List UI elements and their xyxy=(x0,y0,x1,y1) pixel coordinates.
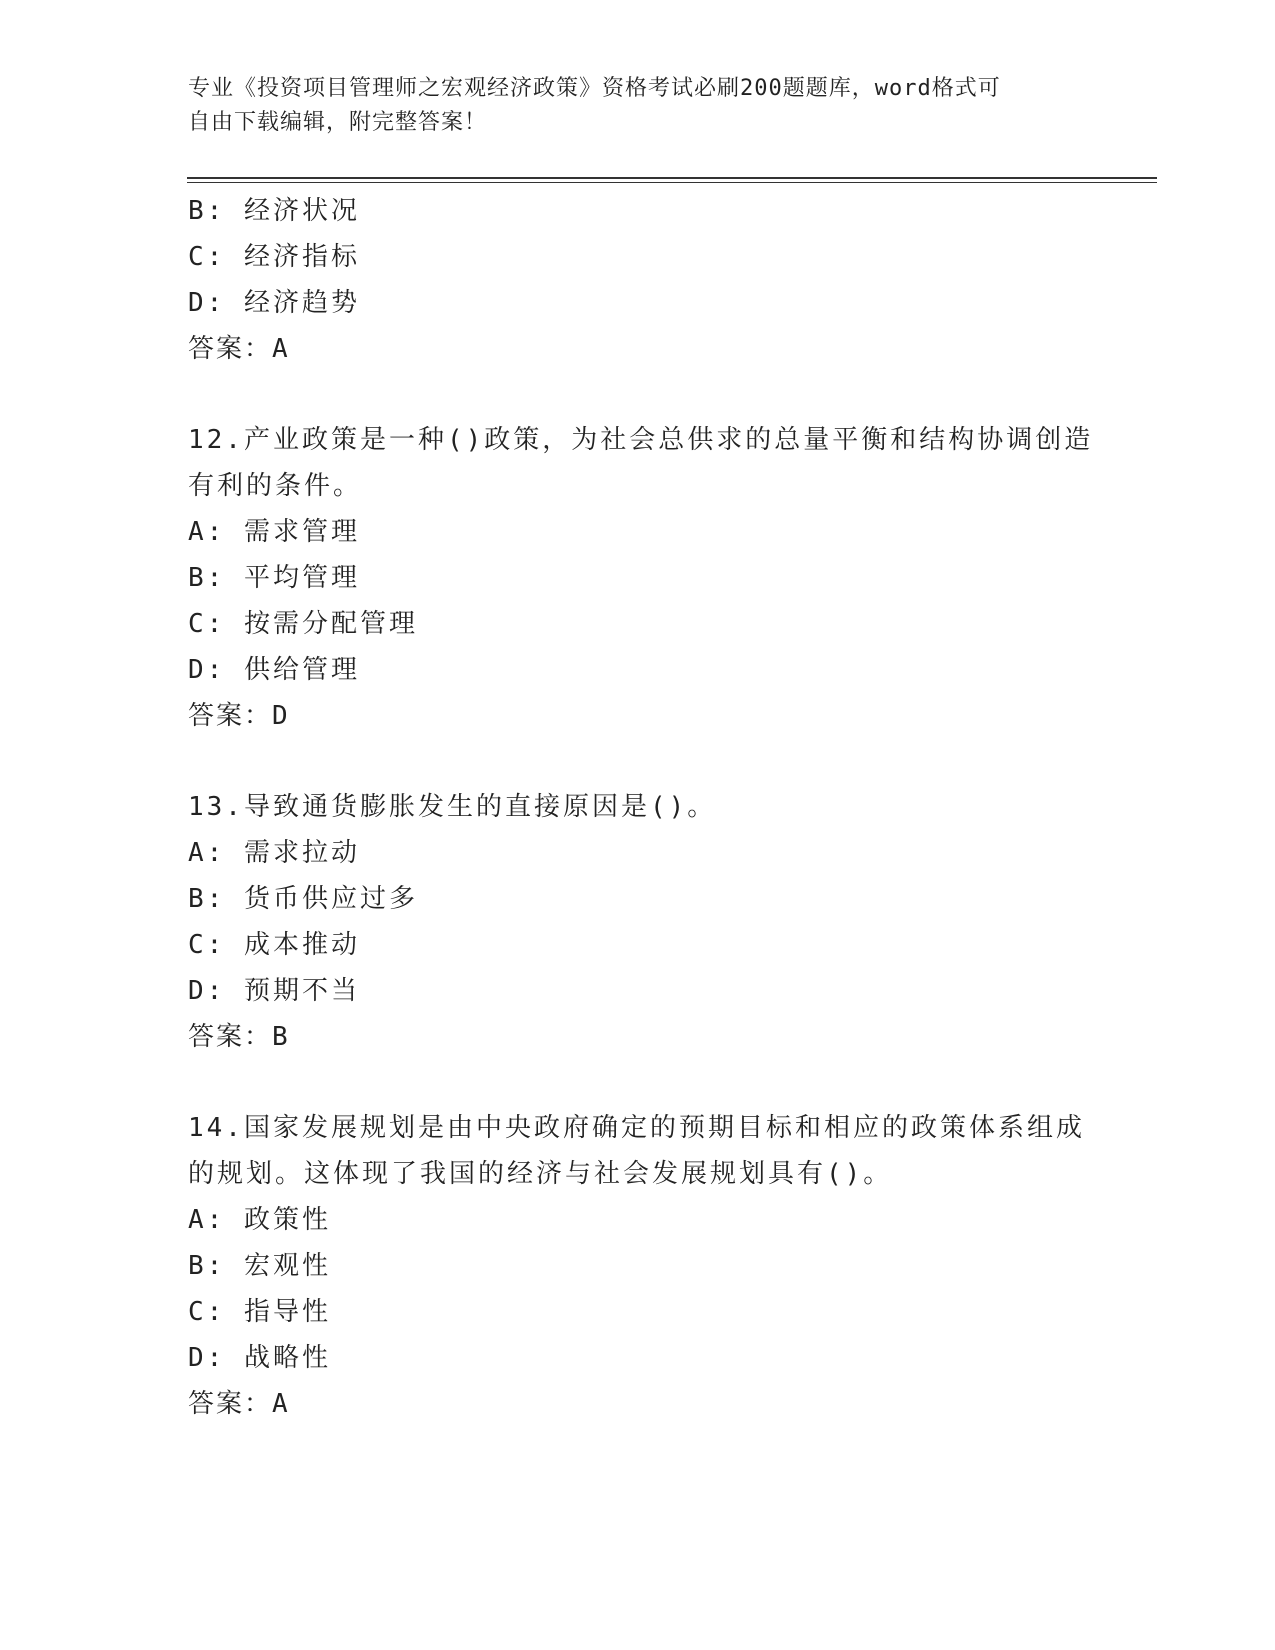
option-c xyxy=(188,922,1088,968)
answer-label: 答案： xyxy=(188,1389,273,1419)
option-text: 需求拉动 xyxy=(243,838,360,868)
option-b xyxy=(188,188,1088,234)
option-text: 预期不当 xyxy=(243,976,360,1006)
option-a xyxy=(188,1197,1088,1243)
question-stem-line-1 xyxy=(188,784,1088,830)
option-c xyxy=(188,1289,1088,1335)
answer-label: 答案： xyxy=(188,334,273,364)
option-key: D: xyxy=(188,1343,226,1373)
option-text: 成本推动 xyxy=(243,930,360,960)
option-d xyxy=(188,647,1088,693)
option-text: 按需分配管理 xyxy=(243,609,418,639)
question-number: 13. xyxy=(188,792,244,822)
option-key: B: xyxy=(188,884,226,914)
option-key: D: xyxy=(188,288,226,318)
option-key: A: xyxy=(188,838,226,868)
option-text: 货币供应过多 xyxy=(243,884,418,914)
header-divider-thin xyxy=(187,182,1157,183)
option-text: 需求管理 xyxy=(243,517,360,547)
option-text: 平均管理 xyxy=(243,563,360,593)
answer-line xyxy=(188,1014,1088,1060)
option-text: 宏观性 xyxy=(243,1251,331,1281)
answer-value: A xyxy=(272,334,290,364)
option-b xyxy=(188,1243,1088,1289)
option-text: 指导性 xyxy=(243,1297,331,1327)
option-key: C: xyxy=(188,930,226,960)
answer-label: 答案： xyxy=(188,1022,273,1052)
option-key: B: xyxy=(188,196,226,226)
answer-line xyxy=(188,326,1088,372)
option-key: B: xyxy=(188,563,226,593)
option-c xyxy=(188,601,1088,647)
question-13 xyxy=(188,784,1088,1060)
option-text: 经济状况 xyxy=(243,196,360,226)
option-b xyxy=(188,555,1088,601)
option-d xyxy=(188,280,1088,326)
option-key: B: xyxy=(188,1251,226,1281)
question-14 xyxy=(188,1105,1088,1427)
option-key: A: xyxy=(188,1205,226,1235)
option-d xyxy=(188,968,1088,1014)
option-key: C: xyxy=(188,1297,226,1327)
option-text: 战略性 xyxy=(243,1343,331,1373)
option-text: 供给管理 xyxy=(243,655,360,685)
answer-line xyxy=(188,1381,1088,1427)
answer-value: A xyxy=(272,1389,290,1419)
question-stem-line-2: 有利的条件。 xyxy=(188,471,363,501)
answer-value: B xyxy=(272,1022,290,1052)
header-line-1: 专业《投资项目管理师之宏观经济政策》资格考试必刷200题题库，word格式可 xyxy=(188,76,1001,101)
question-12 xyxy=(188,417,1094,739)
answer-label: 答案： xyxy=(188,701,273,731)
option-c xyxy=(188,234,1088,280)
question-stem-line-2: 的规划。这体现了我国的经济与社会发展规划具有()。 xyxy=(188,1159,893,1189)
question-text: 导致通货膨胀发生的直接原因是()。 xyxy=(243,792,717,822)
answer-value: D xyxy=(272,701,290,731)
option-key: D: xyxy=(188,655,226,685)
question-number: 12. xyxy=(188,425,244,455)
option-text: 经济趋势 xyxy=(243,288,360,318)
option-key: A: xyxy=(188,517,226,547)
header-line-2: 自由下载编辑，附完整答案！ xyxy=(188,110,488,135)
option-key: D: xyxy=(188,976,226,1006)
header-divider-thick xyxy=(187,177,1157,179)
option-key: C: xyxy=(188,609,226,639)
option-key: C: xyxy=(188,242,226,272)
option-text: 经济指标 xyxy=(243,242,360,272)
question-stem-line-1 xyxy=(188,1105,1088,1151)
question-content xyxy=(188,188,1094,1427)
option-a xyxy=(188,509,1088,555)
document-header xyxy=(188,72,1068,140)
question-number: 14. xyxy=(188,1113,244,1143)
option-a xyxy=(188,830,1088,876)
question-text: 国家发展规划是由中央政府确定的预期目标和相应的政策体系组成 xyxy=(243,1113,1085,1143)
option-text: 政策性 xyxy=(243,1205,331,1235)
question-11-continued xyxy=(188,188,1088,372)
option-d xyxy=(188,1335,1088,1381)
question-text: 产业政策是一种()政策，为社会总供求的总量平衡和结构协调创造 xyxy=(243,425,1094,455)
question-stem-line-1 xyxy=(188,417,1094,463)
answer-line xyxy=(188,693,1088,739)
option-b xyxy=(188,876,1088,922)
